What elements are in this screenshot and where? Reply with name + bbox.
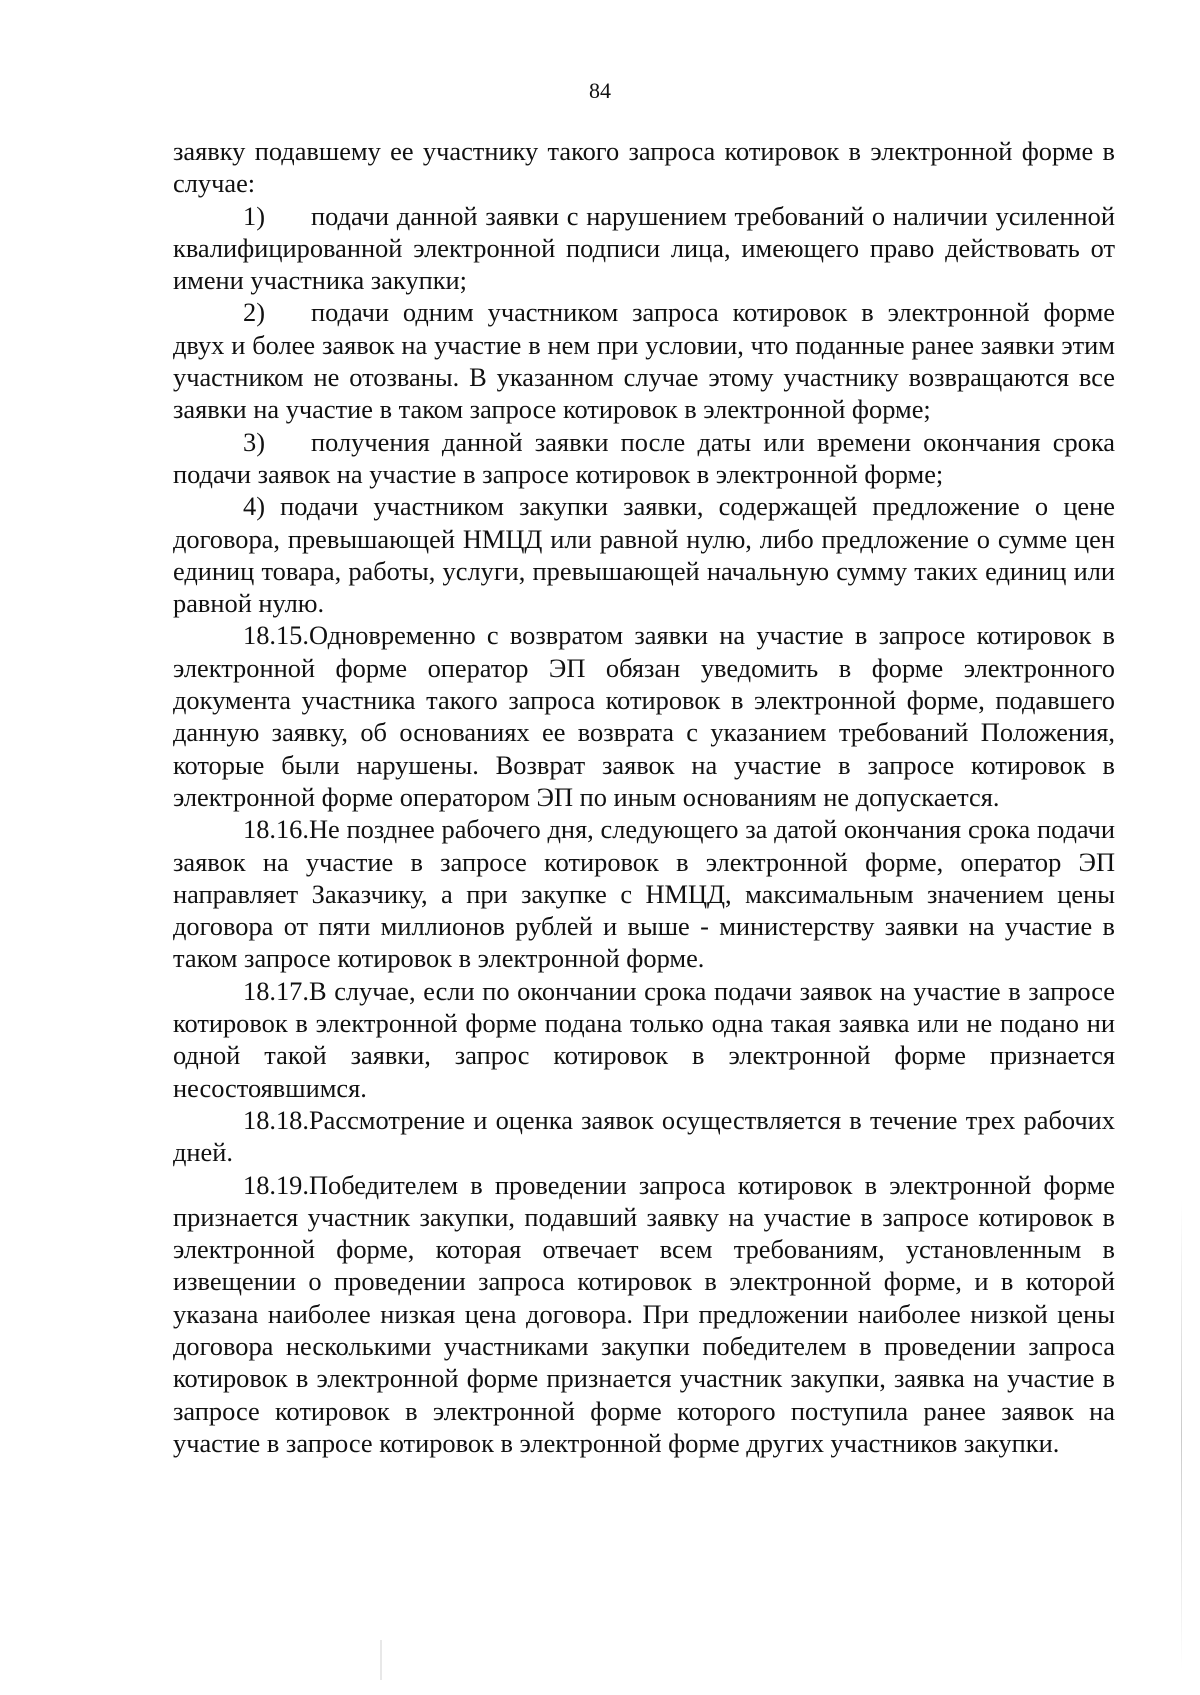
clause-18-17: 18.17.В случае, если по окончании срока подачи заявок на участие в запросе котировок в электронной форме подана только одна такая заявка или не подано ни одной такой заявки, запрос котировок в электронной форме признается несостоявшимся. [173, 975, 1115, 1103]
list-item-4: 4) подачи участником закупки заявки, содержащей предложение о цене договора, превышающей НМЦД или равной нулю, либо предложение о сумме цен единиц товара, работы, услуги, превышающей начальную сумму таких единиц или равной нулю. [173, 491, 1115, 619]
clause-18-19: 18.19.Победителем в проведении запроса котировок в электронной форме признается участник закупки, подавший заявку на участие в запросе котировок в электронной форме, которая отвечает всем требованиям, установленным в извещении о проведении запроса котировок в электронной форме, и в которой указана наиболее низкая цена договора. При предложении наиболее низкой цены договора несколькими участниками закупки победителем в проведении запроса котировок в электронной форме признается участник закупки, заявка на участие в запросе котировок в электронной форме которого поступила ранее заявок на участие в запросе котировок в электронной форме других участников закупки. [173, 1169, 1115, 1458]
list-item-text: подачи данной заявки с нарушением требований о наличии усиленной квалифицированной электронной подписи лица, имеющего право действовать от имени участника закупки; [173, 200, 1115, 296]
list-item-number: 2) [243, 297, 265, 328]
scan-artifact [380, 1640, 382, 1680]
document-body [173, 135, 1115, 1459]
paragraph-continuation: заявку подавшему ее участнику такого запроса котировок в электронной форме в случае: [173, 136, 1115, 199]
list-item-text: подачи одним участником запроса котировок в электронной форме двух и более заявок на участие в нем при условии, что поданные ранее заявки этим участником не отозваны. В указанном случае этому участнику возвращаются все заявки на участие в таком запросе котировок в электронной форме; [173, 297, 1115, 425]
list-item-3 [173, 426, 1115, 491]
list-item-text: получения данной заявки после даты или времени окончания срока подачи заявок на участие в запросе котировок в электронной форме; [173, 426, 1115, 489]
clause-18-15: 18.15.Одновременно с возвратом заявки на участие в запросе котировок в электронной форме оператор ЭП обязан уведомить в форме электронного документа участника такого запроса котировок в электронной форме, подавшего данную заявку, об основаниях ее возврата с указанием требований Положения, которые были нарушены. Возврат заявок на участие в запросе котировок в электронной форме оператором ЭП по иным основаниям не допускается. [173, 620, 1115, 812]
list-item-number: 3) [243, 426, 265, 457]
clause-18-18: 18.18.Рассмотрение и оценка заявок осуществляется в течение трех рабочих дней. [173, 1104, 1115, 1168]
clause-18-16: 18.16.Не позднее рабочего дня, следующего за датой окончания срока подачи заявок на участие в запросе котировок в электронной форме, оператор ЭП направляет Заказчику, а при закупке с НМЦД, максимальным значением цены договора от пяти миллионов рублей и выше - министерству заявки на участие в таком запросе котировок в электронной форме. [173, 814, 1115, 974]
scan-edge-shadow [1181, 1200, 1182, 1670]
list-item-number: 1) [243, 200, 265, 231]
list-item-2 [173, 296, 1115, 425]
list-item-1 [173, 200, 1115, 297]
page-number: 84 [589, 78, 611, 103]
